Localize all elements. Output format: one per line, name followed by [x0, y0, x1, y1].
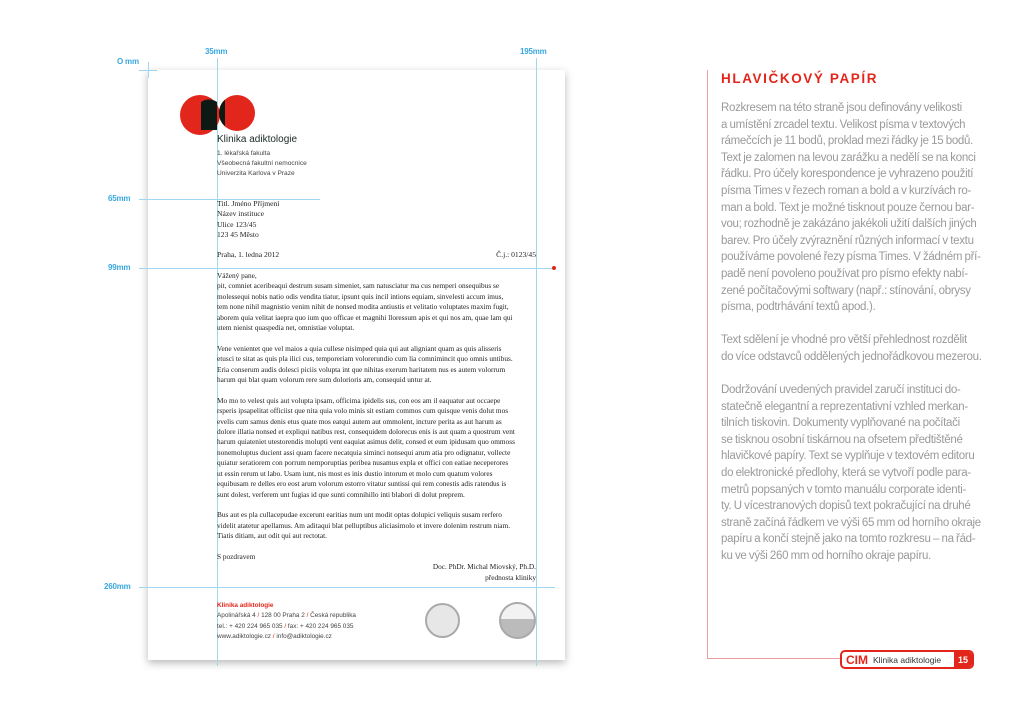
signature-line: přednosta kliniky	[485, 572, 536, 582]
panel-title: HLAVIČKOVÝ PAPÍR	[721, 71, 879, 86]
panel-line: do elektronické předlohy, která se vytvoří podle para-	[721, 467, 971, 480]
footer-separator: /	[284, 622, 287, 630]
recipient-line: Ulice 123/45	[217, 219, 257, 229]
page-badge	[840, 650, 974, 669]
panel-line: písma, podtrhávání textů apod.).	[721, 301, 876, 314]
panel-line: statečně elegantní a reprezentativní vzhled merkan-	[721, 400, 968, 413]
letter-line: Vene venientet que vel maios a quia cullese nisimped quia qui aut aligniant quam as quis alisseris	[217, 343, 502, 353]
panel-rule-v	[707, 70, 708, 659]
closing: S pozdravem	[217, 551, 256, 561]
footer-website-link[interactable]: www.adiktologie.cz	[217, 632, 271, 640]
letter-line: Mo mo to velest quis aut volupta ipsam, officima ipidelis sus, con eos am il eaquatur aut occaepe	[217, 395, 501, 405]
guide-195mm	[536, 58, 537, 666]
panel-line: Text sdělení je vhodné pro větší přehlednost rozdělit	[721, 334, 967, 347]
signature-line: Doc. PhDr. Michal Miovský, Ph.D.	[432, 562, 536, 572]
letter-line: evelis cum samus denis etus quate mos eatqui autem aut ommolent, incture perita as aut harum as	[217, 416, 502, 426]
panel-text	[721, 100, 983, 565]
letter-line: Bus aut es pla cullacepudae excerunt earitias num unt modit optas dolupici veliquis susam rerfero	[217, 510, 502, 520]
letter-line: pit, comniet aceribeaqui destrum susam simeniet, sam natusciatur ma cus nemperi onsequibus se	[217, 281, 500, 291]
footer-address	[217, 611, 356, 621]
reference-number: Č.j.: 0123/45	[496, 250, 536, 259]
letter-line: harum quiateniet utestorendis molupti vent eaquiat asimus delit, consed et eum ipidusam quo ommoss	[217, 437, 515, 447]
guide-260mm	[139, 587, 555, 588]
panel-paragraph-3	[721, 382, 983, 565]
footer-contact	[217, 601, 356, 642]
letter-line: harum qui blat quam volorum rere sum dolorioris am, consequid untur at.	[217, 375, 432, 385]
panel-line: straně začíná řádkem ve výši 65 mm od horního okraje	[721, 516, 981, 529]
footer-phones	[217, 622, 356, 632]
faculty-seal-icon	[425, 603, 460, 638]
letter-body	[217, 271, 536, 583]
panel-line: Dodržování uvedených pravidel zaručí instituci do-	[721, 384, 961, 397]
letter-line: molessequi nobis natio odis vendita tiatur, ipsunt quis incil intions equiam, sinvelesti accum imus,	[217, 291, 504, 301]
footer-email-link[interactable]: info@adiktologie.cz	[276, 632, 332, 640]
badge-name: Klinika adiktologie	[873, 654, 942, 665]
footer-phone: tel.: + 420 224 965 035	[217, 622, 283, 630]
panel-paragraph-1	[721, 100, 983, 316]
letter-line: rsperis ipsapelitat officiist que nita quia volo minis sit estiam commos cum quisque venis dolut mos	[217, 406, 509, 416]
guide-marker-dot	[552, 266, 556, 270]
panel-line: barev. Pro účely zvýraznění různých informací v textu	[721, 234, 974, 247]
footer-separator: /	[272, 632, 275, 640]
paragraph-gap	[217, 500, 536, 510]
panel-line: a umístění zrcadel textu. Velikost písma v textových	[721, 118, 966, 131]
recipient-line: 123 45 Město	[217, 230, 259, 240]
panel-line: rámečcích je 11 bodů, proklad mezi řádky je 15 bodů.	[721, 135, 974, 148]
panel-line: používáme povolené řezy písma Times. V žádném pří-	[721, 251, 981, 264]
letter-line: Eria conserum audis dolesci piciis volupta int que nihitas exerum haritatem nus es autem volorrum	[217, 364, 506, 374]
footer-separator: /	[306, 612, 309, 620]
panel-line: hlavičkové papíry. Text se vyplňuje v textovém editoru	[721, 450, 975, 463]
org-name: Klinika adiktologie	[217, 134, 298, 145]
logo-ad-icon	[180, 94, 260, 136]
panel-line: padě není povoleno používat pro písmo efekty nabí-	[721, 267, 968, 280]
panel-line: vou; rozhodně je zakázáno jakékoli užití dalších jiných	[721, 218, 977, 231]
panel-line: zené počítačovými softwary (např.: stínování, obrysy	[721, 284, 971, 297]
letter-line: etusci te sitat as quis pla ilici cus, temporeriam volorerundio cum lia comnimincit quo omnis untibus.	[217, 354, 513, 364]
recipient-block	[217, 199, 279, 241]
letter-line: quiatur seratiorem con porrum nemporuptias peribea nusamus expla et offici con eatiae neceperores	[217, 458, 509, 468]
panel-line: ty. U vícestranových dopisů text pokračující na druhé	[721, 500, 971, 513]
letter-line: nonemoluptus ducient assi quam facere necatquia siminci nonsequi arum atia pro odignatur, vollecte	[217, 447, 511, 457]
panel-line: ku ve výši 260 mm od horního okraje papíru.	[721, 550, 932, 563]
page-number: 15	[954, 652, 972, 667]
panel-line: papíru a končí stejně jako na tomto rozkresu – na řád-	[721, 533, 976, 546]
hospital-seal-icon	[499, 602, 536, 639]
guide-label-195: 195mm	[520, 47, 547, 56]
panel-line: Rozkresem na této straně jsou definovány velikosti	[721, 102, 962, 114]
panel-line: se tisknou osobní tiskárnou na ofsetem předtištěné	[721, 433, 963, 446]
org-sub	[217, 149, 307, 179]
letter-line: Tiatis ditiam, aut odit qui aut rectotat.	[217, 531, 327, 541]
letter-line: utem nienist quaspedia net, omnistiae voluptat.	[217, 323, 355, 333]
salutation: Vážený pane,	[217, 271, 257, 280]
panel-line: písma Times v řezech roman a bold a v kurzívách ro-	[721, 184, 972, 197]
panel-rule-h	[707, 658, 841, 659]
panel-line: do více odstavců oddělených jednořádkovou mezerou.	[721, 350, 982, 363]
logo	[180, 94, 222, 136]
guide-label-260: 260mm	[104, 582, 131, 591]
org-sub-line: Univerzita Karlova v Praze	[217, 170, 295, 177]
guide-label-65: 65mm	[108, 194, 131, 203]
panel-paragraph-2	[721, 332, 983, 365]
org-sub-line: 1. lékařská fakulta	[217, 150, 271, 157]
badge-brand: CIM	[846, 652, 868, 667]
letter-line: videlit atatetur apellamus. Am aditaqui blat pelluptibus aliciasimolo et invere dolenim restrum niam.	[217, 520, 511, 530]
panel-line: tilních tiskovin. Dokumenty vyplňované na počítači	[721, 417, 960, 430]
guide-0mm-h	[139, 70, 157, 71]
letter-line: ut essin rerum ut labo. Usam iunt, nis most es inis dustio intorum et molo cum quatum volores	[217, 468, 493, 478]
letter-line: equibusam re delles ero eost arum volorum estorro vitatur suntissi qui rem conestis adis ratendus is	[217, 479, 507, 489]
recipient-line: Název instituce	[217, 209, 265, 219]
footer-separator: /	[257, 612, 260, 620]
guide-label-35: 35mm	[205, 47, 228, 56]
footer-address-street: Apolinářská 4	[217, 612, 256, 620]
footer-fax: fax: + 420 224 965 035	[287, 622, 354, 630]
guide-label-99: 99mm	[108, 263, 131, 272]
letter-line: dolore illatia nonsed et expliqui natibus rest, consequidem dolorecus enis is aut quam a quostrum vent	[217, 427, 515, 437]
footer-address-city: 128 00 Praha 2	[261, 612, 305, 620]
letter-line: tem none nihil magnistio venim nihit de nonsed modita antiustis et velitatio voluptates maxim fugit,	[217, 302, 509, 312]
org-sub-line: Všeobecná fakultní nemocnice	[217, 160, 307, 167]
recipient-line: Titl. Jméno Příjmení	[217, 199, 280, 208]
paragraph-gap	[217, 542, 536, 552]
letter-date: Praha, 1. ledna 2012	[217, 250, 280, 259]
panel-line: metrů popsaných v tomto manuálu corporate identi-	[721, 483, 967, 496]
panel-line: man a bold. Text je možné tisknout pouze černou bar-	[721, 201, 975, 214]
footer-address-country: Česká republika	[310, 612, 356, 620]
paragraph-gap	[217, 385, 536, 395]
guide-99mm	[139, 268, 553, 269]
guide-label-0: O mm	[117, 57, 139, 66]
letter-line: sunt dolest, verferem unt fugias id que sunti comnihillo inti blabori di dolut preprem.	[217, 489, 465, 499]
panel-line: Text je zalomen na levou zarážku a nedělí se na konci	[721, 151, 976, 164]
paragraph-gap	[217, 333, 536, 343]
panel-line: řádku. Pro účely korespondence je vyhrazeno použití	[721, 168, 974, 181]
letter-line: aborem quia velitat iaepra quo ium quo officae et magnihi lloressum apis et qui nos am, quae lam qui	[217, 312, 513, 322]
footer-web	[217, 632, 356, 642]
footer-org: Klinika adiktologie	[217, 602, 274, 609]
